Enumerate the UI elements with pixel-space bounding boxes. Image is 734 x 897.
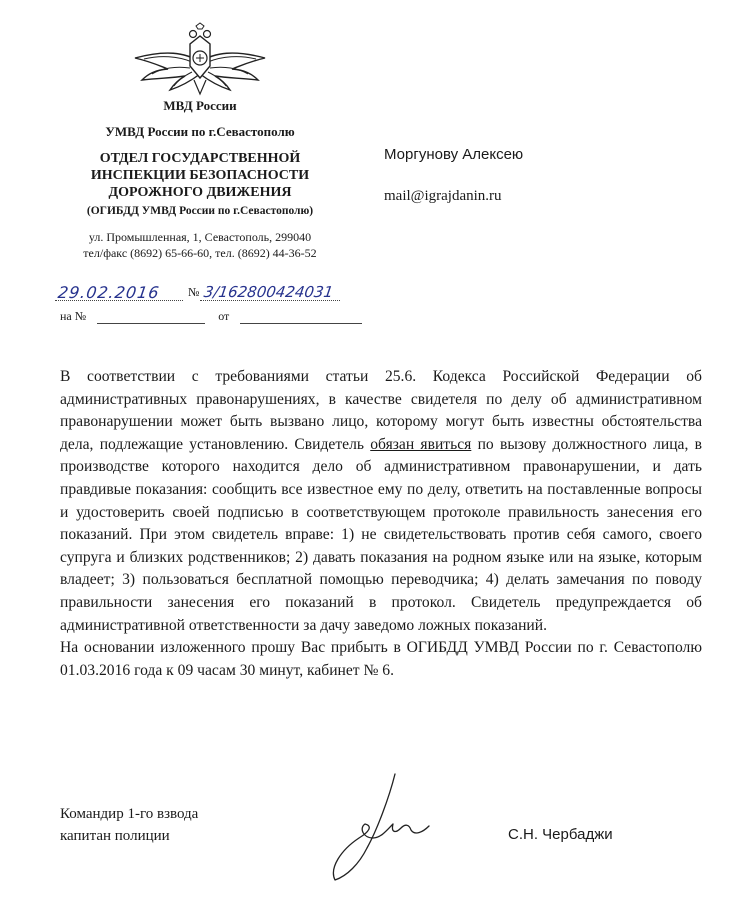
- mvd-emblem-icon: [130, 22, 270, 100]
- department-line-1: ОТДЕЛ ГОСУДАРСТВЕННОЙ: [99, 151, 301, 166]
- signer-position-line-2: капитан полиции: [60, 828, 170, 844]
- department-abbreviation: (ОГИБДД УМВД России по г.Севастополю): [86, 205, 314, 217]
- department-name: [40, 150, 360, 201]
- reference-row: [60, 309, 362, 324]
- department-line-2: ИНСПЕКЦИИ БЕЗОПАСНОСТИ: [90, 168, 310, 183]
- signer-position-line-1: Командир 1-го взвода: [60, 806, 199, 822]
- body-paragraph-2: На основании изложенного прошу Вас прибыть в ОГИБДД УМВД России по г. Севастополю 01.03.2016 года к 09 часам 30 минут, кабинет № 6.: [60, 639, 702, 679]
- regional-office: УМВД России по г.Севастополю: [105, 124, 295, 139]
- number-label: №: [188, 285, 200, 299]
- ref-number-blank: [97, 311, 205, 324]
- body-paragraph-1: [60, 366, 702, 637]
- recipient-email: mail@igrajdanin.ru: [384, 188, 502, 204]
- letter-body: [60, 366, 702, 682]
- agency-name: МВД России: [163, 98, 237, 113]
- body-p1-underlined: обязан явиться: [370, 435, 472, 453]
- outgoing-number: 3/162800424031: [202, 283, 335, 301]
- department-contacts: [40, 229, 360, 261]
- body-p1-start: В соответствии с требованиями статьи 25.6. Кодекса Российской Федерации об административных правонарушениях, в качестве свидетеля по делу об административном правонарушении может быть вызвано лицо, которому могут быть известны обстоятельства дела, подлежащие установлению. Свидетель: [60, 368, 702, 453]
- number-underline: [200, 300, 340, 301]
- handwritten-signature: [325, 768, 435, 888]
- date-underline: [55, 300, 183, 301]
- signer-position: [60, 803, 198, 847]
- signer-name: С.Н. Чербаджи: [508, 826, 613, 843]
- recipient-name: Моргунову Алексею: [384, 146, 524, 163]
- ref-date-blank: [240, 311, 362, 324]
- ref-number-label: на №: [60, 309, 87, 323]
- department-address: ул. Промышленная, 1, Севастополь, 299040: [88, 230, 312, 244]
- ref-from-label: от: [218, 309, 230, 323]
- department-line-3: ДОРОЖНОГО ДВИЖЕНИЯ: [108, 185, 292, 200]
- body-p1-end: по вызову должностного лица, в производстве которого находится дело об административном правонарушении, и дать правдивые показания: сообщить все известное ему по делу, ответить на поставленные вопросы и удостоверить своей подписью в соответствующем протоколе правильность занесения его показаний. При этом свидетель вправе: 1) не свидетельствовать против себя самого, своего супруга и близких родственников; 2) давать показания на родном языке или на языке, которым владеет; 3) пользоваться бесплатной помощью переводчика; 4) делать замечания по поводу правильности занесения его показаний в протокол. Свидетель предупреждается об административной ответственности за дачу заведомо ложных показаний.: [60, 435, 702, 634]
- department-phones: тел/факс (8692) 65-66-60, тел. (8692) 44-36-52: [83, 246, 317, 260]
- outgoing-date: 29.02.2016: [56, 283, 161, 302]
